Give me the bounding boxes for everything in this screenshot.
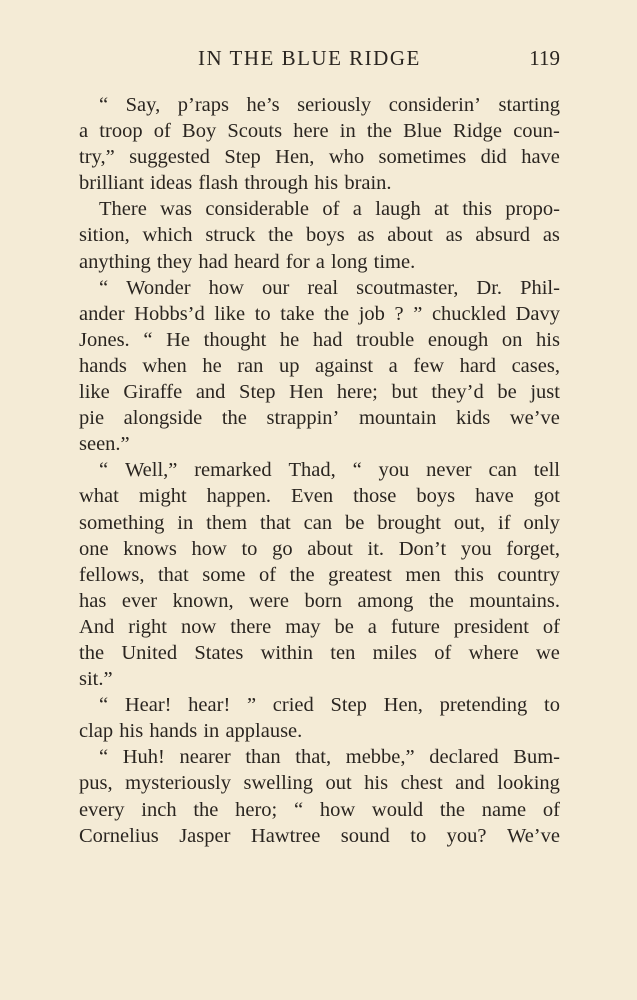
text-line: ander Hobbs’d like to take the job ? ” chuckled Davy <box>79 302 560 325</box>
text-line: sition, which struck the boys as about as absurd as <box>79 224 560 247</box>
text-line: try,” suggested Step Hen, who sometimes did have <box>79 146 560 169</box>
text-line: what might happen. Even those boys have got <box>79 485 560 508</box>
text-line: has ever known, were born among the mountains. <box>79 589 560 612</box>
text-line: seen.” <box>79 433 130 456</box>
page-header <box>78 42 560 78</box>
text-line: the United States within ten miles of where we <box>79 641 560 664</box>
text-line: sit.” <box>79 668 113 691</box>
text-line: a troop of Boy Scouts here in the Blue Ridge coun- <box>79 120 560 143</box>
text-line: “ Well,” remarked Thad, “ you never can tell <box>99 459 560 482</box>
text-line: “ Huh! nearer than that, mebbe,” declared Bum- <box>99 746 560 769</box>
body-text <box>79 92 560 849</box>
text-line: pie alongside the strappin’ mountain kids we’ve <box>79 407 560 430</box>
text-line: “ Hear! hear! ” cried Step Hen, pretending to <box>99 694 560 717</box>
text-line: every inch the hero; “ how would the name of <box>79 798 560 821</box>
text-line: hands when he ran up against a few hard cases, <box>79 354 560 377</box>
text-line: one knows how to go about it. Don’t you forget, <box>79 537 560 560</box>
page-number: 119 <box>529 46 560 70</box>
text-line: fellows, that some of the greatest men this country <box>79 563 560 586</box>
text-line: something in them that can be brought out, if only <box>79 511 560 534</box>
text-line: “ Wonder how our real scoutmaster, Dr. Phil- <box>99 276 560 299</box>
text-line: pus, mysteriously swelling out his chest and looking <box>79 772 560 795</box>
text-line: “ Say, p’raps he’s seriously considerin’ starting <box>99 94 560 116</box>
text-line: clap his hands in applause. <box>79 720 303 743</box>
running-head: IN THE BLUE RIDGE <box>198 46 421 70</box>
text-line: anything they had heard for a long time. <box>79 250 416 273</box>
text-line: Jones. “ He thought he had trouble enough on his <box>79 328 560 351</box>
text-line: like Giraffe and Step Hen here; but they’d be just <box>79 381 560 404</box>
text-line: There was considerable of a laugh at this propo- <box>99 198 560 221</box>
text-line: brilliant ideas flash through his brain. <box>79 172 392 195</box>
text-line: And right now there may be a future president of <box>79 615 560 638</box>
text-line: Cornelius Jasper Hawtree sound to you? We’ve <box>79 824 560 847</box>
